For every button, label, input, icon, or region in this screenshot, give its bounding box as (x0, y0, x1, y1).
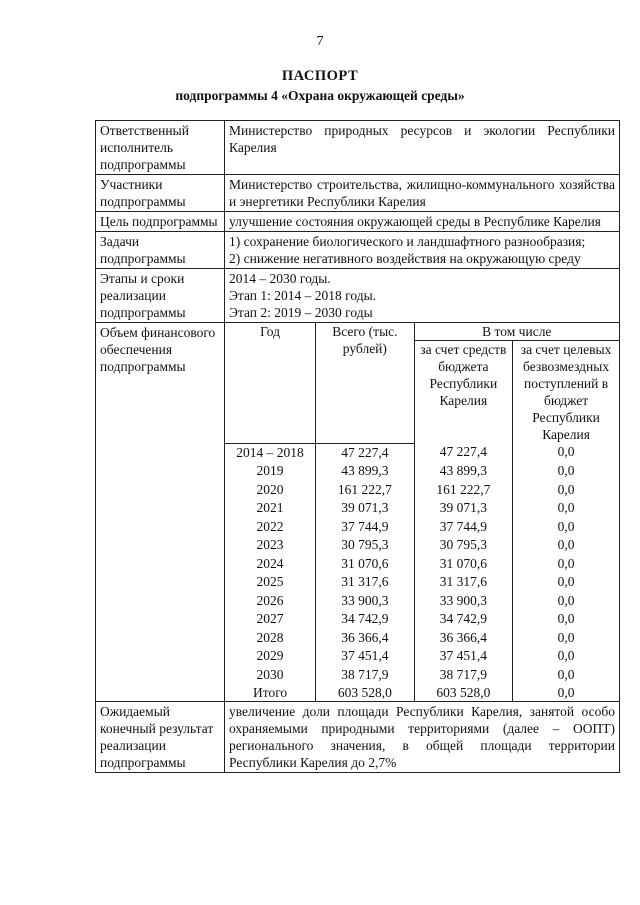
funding-budget-cell: 30 795,3 (414, 536, 513, 555)
tasks-row (96, 232, 620, 269)
document-subtitle: подпрограммы 4 «Охрана окружающей среды» (175, 88, 465, 103)
total-year: Итого (225, 684, 316, 701)
funding-label: Объем финансового обеспечения подпрограммы (96, 323, 225, 702)
funding-year-cell: 2023 (225, 536, 316, 555)
funding-grants-cell: 0,0 (513, 443, 619, 462)
total-sum: 603 528,0 (316, 684, 415, 701)
stages-label: Этапы и сроки реализации подпрограммы (96, 269, 225, 323)
header-grants: за счет целевых безвозмездных поступлений в бюджет Республики Карелия (513, 341, 619, 444)
funding-budget-cell: 39 071,3 (414, 499, 513, 518)
funding-total-cell: 34 742,9 (316, 610, 415, 629)
funding-total-cell: 39 071,3 (316, 499, 415, 518)
task-item: 1) сохранение биологического и ландшафтного разнообразия; (229, 234, 586, 249)
funding-grants-cell: 0,0 (513, 555, 619, 574)
funding-total-cell: 31 070,6 (316, 555, 415, 574)
total-row (225, 684, 619, 701)
funding-grants-cell: 0,0 (513, 573, 619, 592)
funding-total-cell: 33 900,3 (316, 592, 415, 611)
funding-budget-cell: 47 227,4 (414, 443, 513, 462)
funding-total-cell: 47 227,4 (316, 443, 415, 462)
funding-total-cell: 37 451,4 (316, 647, 415, 666)
goal-value: улучшение состояния окружающей среды в Республике Карелия (225, 212, 620, 232)
stages-value (225, 269, 620, 323)
funding-grants-cell: 0,0 (513, 481, 619, 500)
header-budget: за счет средств бюджета Республики Карелия (414, 341, 513, 444)
funding-cell (225, 323, 620, 702)
page-number: 7 (316, 34, 324, 49)
expected-row (96, 702, 620, 773)
header-including: В том числе (414, 323, 619, 341)
funding-year-cell: 2014 – 2018 (225, 443, 316, 462)
participants-label: Участники подпрограммы (96, 175, 225, 212)
funding-total-cell: 31 317,6 (316, 573, 415, 592)
funding-year-cell: 2029 (225, 647, 316, 666)
funding-total-cell: 30 795,3 (316, 536, 415, 555)
table-row (225, 666, 619, 685)
responsible-label: Ответственный исполнитель подпрограммы (96, 121, 225, 175)
expected-value: увеличение доли площади Республики Карелия, занятой особо охраняемыми природными территориями (далее – ООПТ) регионального значения, в общей площади территории Республики Карелия до 2,7% (225, 702, 620, 773)
funding-total-cell: 37 744,9 (316, 518, 415, 537)
funding-grants-cell: 0,0 (513, 518, 619, 537)
funding-row (96, 323, 620, 702)
funding-budget-cell: 37 744,9 (414, 518, 513, 537)
funding-table (225, 323, 619, 701)
funding-budget-cell: 38 717,9 (414, 666, 513, 685)
funding-budget-cell: 161 222,7 (414, 481, 513, 500)
funding-year-cell: 2030 (225, 666, 316, 685)
table-row (225, 610, 619, 629)
total-grants: 0,0 (513, 684, 619, 701)
header-year: Год (225, 323, 316, 443)
responsible-row (96, 121, 620, 175)
stage-line: Этап 2: 2019 – 2030 годы (229, 305, 373, 320)
expected-label: Ожидаемый конечный результат реализации подпрограммы (96, 702, 225, 773)
funding-budget-cell: 36 366,4 (414, 629, 513, 648)
goal-label: Цель подпрограммы (96, 212, 225, 232)
funding-budget-cell: 31 317,6 (414, 573, 513, 592)
stage-line: Этап 1: 2014 – 2018 годы. (229, 288, 377, 303)
table-row (225, 462, 619, 481)
table-row (225, 647, 619, 666)
funding-year-cell: 2021 (225, 499, 316, 518)
table-row (225, 481, 619, 500)
funding-year-cell: 2028 (225, 629, 316, 648)
funding-year-cell: 2022 (225, 518, 316, 537)
funding-grants-cell: 0,0 (513, 499, 619, 518)
funding-body (225, 443, 619, 684)
funding-grants-cell: 0,0 (513, 462, 619, 481)
responsible-value: Министерство природных ресурсов и экологии Республики Карелия (225, 121, 620, 175)
tasks-value (225, 232, 620, 269)
funding-year-cell: 2027 (225, 610, 316, 629)
participants-value: Министерство строительства, жилищно-коммунального хозяйства и энергетики Республики Карелия (225, 175, 620, 212)
document-title: ПАСПОРТ (281, 68, 359, 84)
funding-budget-cell: 43 899,3 (414, 462, 513, 481)
table-row (225, 555, 619, 574)
funding-grants-cell: 0,0 (513, 536, 619, 555)
funding-budget-cell: 34 742,9 (414, 610, 513, 629)
funding-total-cell: 43 899,3 (316, 462, 415, 481)
passport-table (95, 120, 620, 773)
funding-year-cell: 2025 (225, 573, 316, 592)
total-budget: 603 528,0 (414, 684, 513, 701)
tasks-label: Задачи подпрограммы (96, 232, 225, 269)
table-row (225, 518, 619, 537)
header-total: Всего (тыс. рублей) (316, 323, 415, 443)
task-item: 2) снижение негативного воздействия на окружающую среду (229, 251, 581, 266)
funding-budget-cell: 31 070,6 (414, 555, 513, 574)
funding-grants-cell: 0,0 (513, 647, 619, 666)
funding-grants-cell: 0,0 (513, 629, 619, 648)
funding-grants-cell: 0,0 (513, 592, 619, 611)
goal-row (96, 212, 620, 232)
table-row (225, 573, 619, 592)
funding-total-cell: 36 366,4 (316, 629, 415, 648)
table-row (225, 499, 619, 518)
funding-year-cell: 2024 (225, 555, 316, 574)
funding-total-cell: 38 717,9 (316, 666, 415, 685)
funding-year-cell: 2020 (225, 481, 316, 500)
table-row (225, 536, 619, 555)
funding-grants-cell: 0,0 (513, 666, 619, 685)
funding-budget-cell: 37 451,4 (414, 647, 513, 666)
stages-row (96, 269, 620, 323)
funding-budget-cell: 33 900,3 (414, 592, 513, 611)
table-row (225, 443, 619, 462)
funding-grants-cell: 0,0 (513, 610, 619, 629)
funding-year-cell: 2019 (225, 462, 316, 481)
participants-row (96, 175, 620, 212)
stage-line: 2014 – 2030 годы. (229, 271, 331, 286)
table-row (225, 629, 619, 648)
funding-year-cell: 2026 (225, 592, 316, 611)
funding-total-cell: 161 222,7 (316, 481, 415, 500)
table-row (225, 592, 619, 611)
